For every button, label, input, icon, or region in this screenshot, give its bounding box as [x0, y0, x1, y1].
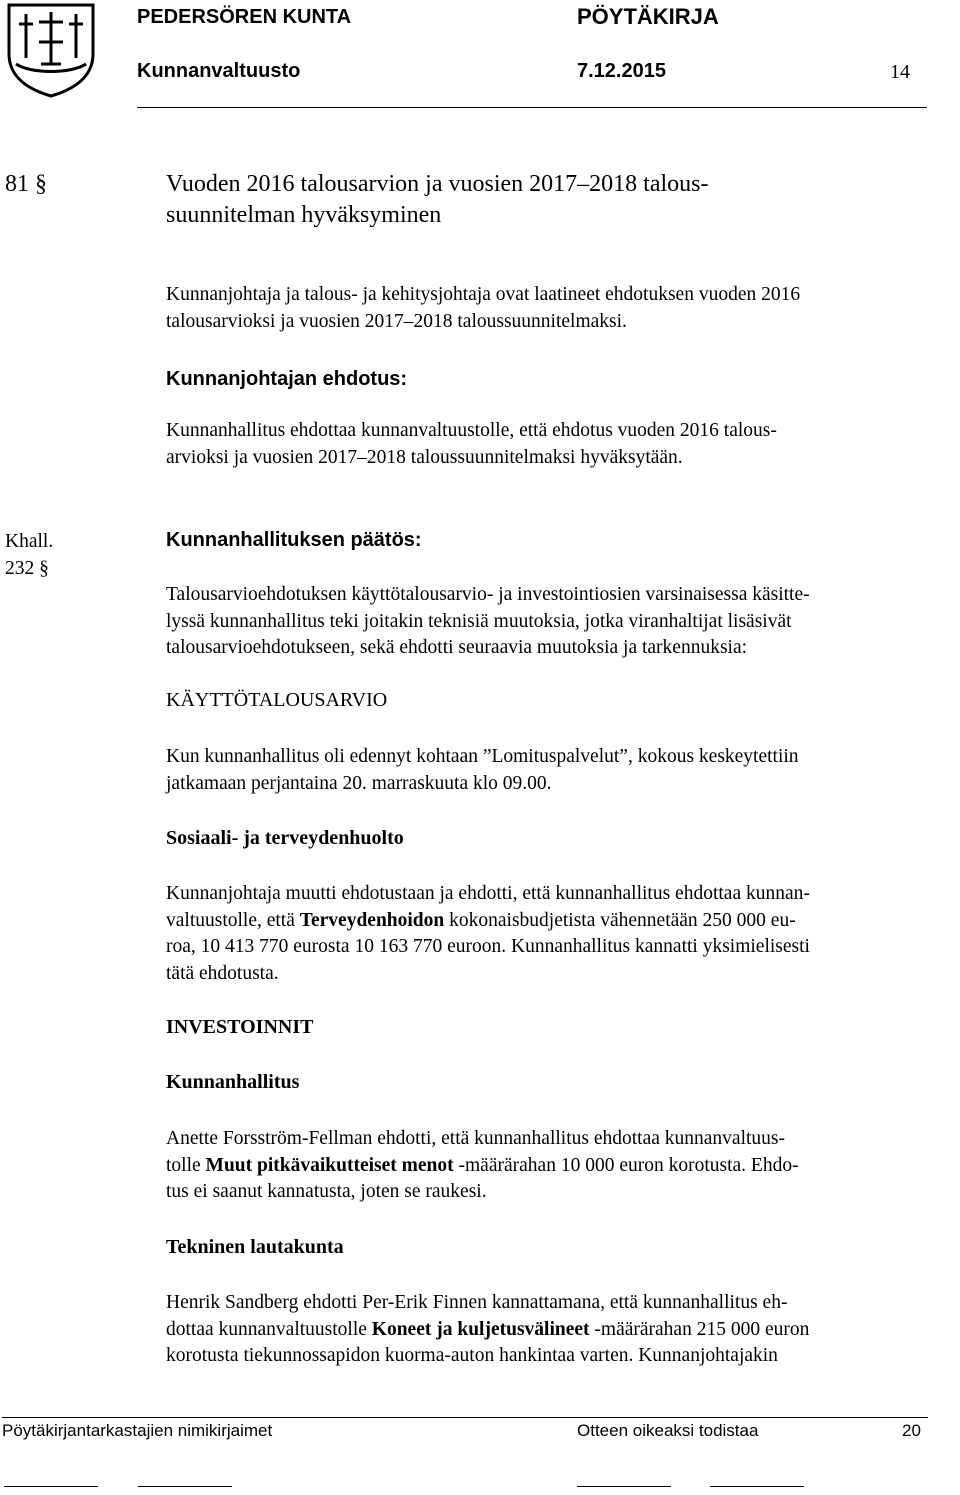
footer-rule — [2, 1417, 928, 1418]
item-title: Vuoden 2016 talousarvion ja vuosien 2017–2018 talous- suunnitelman hyväksyminen — [166, 171, 709, 228]
board-paragraph-2: Kun kunnanhallitus oli edennyt kohtaan ”Lomituspalvelut”, kokous keskeytettiin jatkamaan perjantaina 20. marraskuuta klo 09.00. — [166, 746, 799, 794]
proposal-paragraph: Kunnanhallitus ehdottaa kunnanvaltuustolle, että ehdotus vuoden 2016 talous- arvioksi ja vuosien 2017–2018 taloussuunnitelmaksi hyväksytään. — [166, 420, 777, 468]
heading-kayttotalousarvio: KÄYTTÖTALOUSARVIO — [166, 689, 388, 711]
board-paragraph-1: Talousarvioehdotuksen käyttötalousarvio- ja investointiosien varsinaisessa käsitte- lyssä kunnanhallitus teki joitakin teknisiä muutoksia, jotka viranhaltijat lisäsivät talousarvioehdotukseen, sekä ehdotti seuraavia muutoksia ja tarkennuksia: — [166, 584, 810, 658]
footer-certification-label: Otteen oikeaksi todistaa — [577, 1421, 759, 1440]
heading-sosiaali-terveys: Sosiaali- ja terveydenhuolto — [166, 827, 404, 849]
footer-page-number: 20 — [902, 1421, 921, 1440]
board-reference: Khall. 232 § — [5, 531, 54, 579]
municipal-coat-of-arms-icon — [6, 2, 96, 98]
header-date: 7.12.2015 — [577, 60, 666, 82]
board-paragraph-5: Henrik Sandberg ehdotti Per-Erik Finnen kannattamana, että kunnanhallitus eh- dottaa kunnanvaltuustolle Koneet ja kuljetusvälineet -määrärahan 215 000 euron korotusta tiekunnossapidon kuorma-auton hankintaa varten. Kunnanjohtajakin — [166, 1292, 810, 1366]
heading-investoinnit: INVESTOINNIT — [166, 1016, 314, 1038]
footer-reviewers-label: Pöytäkirjantarkastajien nimikirjaimet — [2, 1421, 273, 1440]
item-number: 81 § — [5, 171, 47, 197]
signature-line-3 — [577, 1486, 671, 1487]
header-municipality: PEDERSÖREN KUNTA — [137, 6, 352, 28]
header-rule — [137, 107, 927, 108]
proposal-heading: Kunnanjohtajan ehdotus: — [166, 368, 408, 390]
board-decision-heading: Kunnanhallituksen päätös: — [166, 529, 422, 551]
intro-paragraph: Kunnanjohtaja ja talous- ja kehitysjohtaja ovat laatineet ehdotuksen vuoden 2016 talousarvioksi ja vuosien 2017–2018 taloussuunnitelmaksi. — [166, 284, 801, 332]
signature-line-2 — [138, 1486, 232, 1487]
signature-line-4 — [710, 1486, 804, 1487]
header-doc-type: PÖYTÄKIRJA — [577, 4, 719, 29]
heading-tekninen-lautakunta: Tekninen lautakunta — [166, 1236, 344, 1258]
board-paragraph-3: Kunnanjohtaja muutti ehdotustaan ja ehdotti, että kunnanhallitus ehdottaa kunnan- valtuustolle, että Terveydenhoidon kokonaisbudjetista vähennetään 250 000 eu- roa, 10 413 770 eurosta 10 163 770 euroon. Kunnanhallitus kannatti yksimielisesti tätä ehdotusta. — [166, 883, 810, 984]
heading-kunnanhallitus: Kunnanhallitus — [166, 1071, 300, 1093]
header-body: Kunnanvaltuusto — [137, 60, 301, 82]
header-page-number: 14 — [890, 61, 910, 83]
signature-line-1 — [4, 1486, 98, 1487]
board-paragraph-4: Anette Forsström-Fellman ehdotti, että kunnanhallitus ehdottaa kunnanvaltuus- tolle Muut pitkävaikutteiset menot -määrärahan 10 000 euron korotusta. Ehdo- tus ei saanut kannatusta, joten se raukesi. — [166, 1128, 799, 1202]
